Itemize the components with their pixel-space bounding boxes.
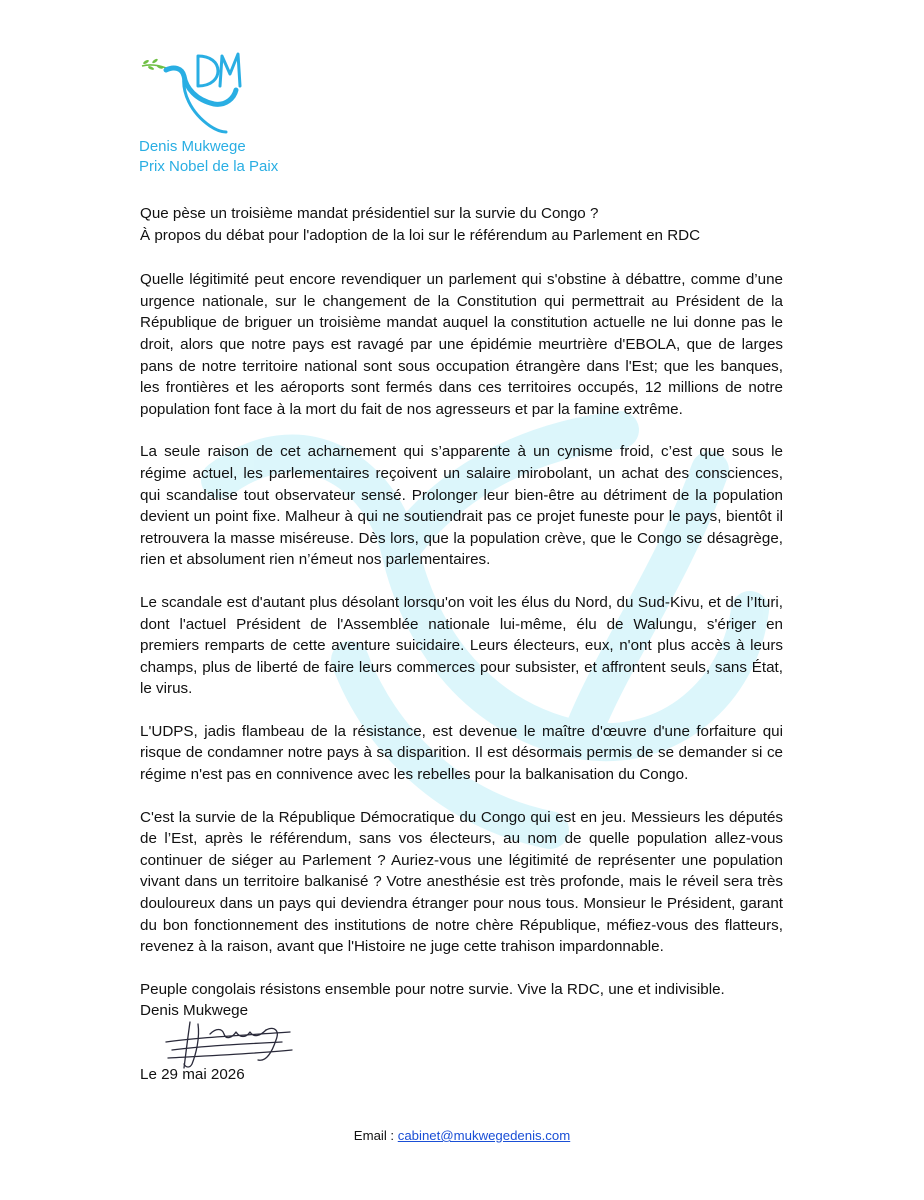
letter-body xyxy=(140,203,783,1000)
sender-title: Prix Nobel de la Paix xyxy=(139,158,279,175)
subject-line: Que pèse un troisième mandat présidentiel sur la survie du Congo ? xyxy=(140,205,599,222)
letter-date: Le 29 mai 2026 xyxy=(140,1066,245,1083)
signatory-name: Denis Mukwege xyxy=(140,1002,249,1019)
footer xyxy=(0,1128,924,1143)
signature-block xyxy=(140,1000,440,1100)
body-paragraph: La seule raison de cet acharnement qui s’apparente à un cynisme froid, c’est que sous le régime actuel, les parlementaires reçoivent un salaire mirobolant, un achat des consciences, qui scandalise tout observateur sensé. Prolonger leur bien-être au détriment de la population devient un point fixe. Malheur à qui ne soutiendrait pas ce projet funeste pour le pays, bientôt il retrouvera la masse miséreuse. Dès lors, que la population crève, que le Congo se désagrège, rien et absolument rien n’émeut nos parlementaires. xyxy=(140,443,783,569)
letter-subject xyxy=(140,203,783,246)
body-paragraph: Quelle légitimité peut encore revendiquer un parlement qui s'obstine à débattre, comme d’une urgence nationale, sur le changement de la Constitution qui permettrait au Président de la République de briguer un troisième mandat auquel la constitution actuelle ne lui donne pas le droit, alors que notre pays est ravagé par une épidémie meurtrière d'EBOLA, que de larges pans de notre territoire national sont sous occupation étrangère dans l'Est; que les banques, les frontières et les aéroports sont fermés dans ces territoires occupés, 12 millions de notre population font face à la mort du fait de nos agresseurs et par la famine extrême. xyxy=(140,271,783,418)
handwritten-signature xyxy=(162,1012,297,1072)
body-paragraph: C'est la survie de la République Démocratique du Congo qui est en jeu. Messieurs les députés de l’Est, après le référendum, sans vos électeurs, au nom de quelle population allez-vous continuer de siéger au Parlement ? Auriez-vous une légitimité de représenter une population vivant dans un territoire balkanisé ? Votre anesthésie est très profonde, mais le réveil sera très douloureux dans un pays qui deviendra étranger pour nous tous. Monsieur le Président, garant du bon fonctionnement des institutions de notre chère République, méfiez-vous des flatteurs, revenez à la raison, avant que l'Histoire ne juge cette trahison impardonnable. xyxy=(140,808,783,956)
sender-name: Denis Mukwege xyxy=(139,138,246,155)
letterhead xyxy=(136,46,278,177)
dove-dm-logo-icon xyxy=(136,46,246,136)
email-link[interactable]: cabinet@mukwegedenis.com xyxy=(397,1128,571,1143)
closing-line: Peuple congolais résistons ensemble pour notre survie. Vive la RDC, une et indivisible. xyxy=(140,980,725,998)
subject-line: À propos du débat pour l'adoption de la loi sur le référendum au Parlement en RDC xyxy=(140,226,701,244)
body-paragraph: Le scandale est d'autant plus désolant lorsqu'on voit les élus du Nord, du Sud-Kivu, et de l’Ituri, dont l'actuel Président de l'Assemblée nationale lui-même, élu de Walungu, s'ériger en premiers remparts de cette aventure suicidaire. Leurs électeurs, eux, n'ont plus accès à leurs champs, plus de liberté de faire leurs commerces pour subsister, et affrontent seuls, sans État, le virus. xyxy=(140,593,783,698)
body-paragraph: L'UDPS, jadis flambeau de la résistance, est devenue le maître d'œuvre d'une forfaiture qui risque de condamner notre pays à sa disparition. Il est désormais permis de se demander si ce régime n'est pas en connivence avec les rebelles pour la balkanisation du Congo. xyxy=(140,722,783,784)
email-label: Email : xyxy=(353,1128,398,1143)
